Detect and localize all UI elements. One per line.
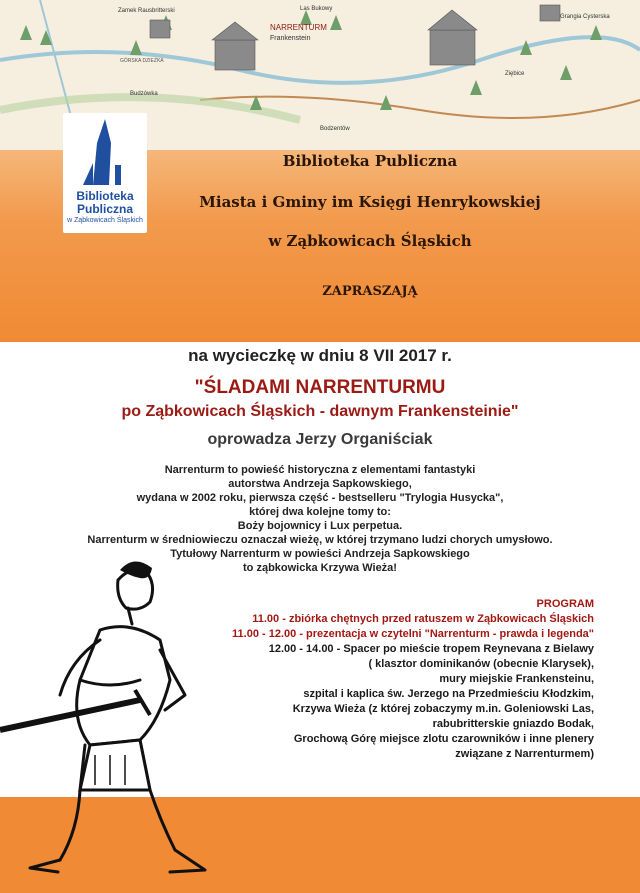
logo-line-1: Biblioteka: [76, 189, 134, 203]
library-name: Biblioteka Publiczna: [282, 152, 458, 170]
description-line: wydana w 2002 roku, pierwsza część - bestselleru "Trylogia Husycka",: [136, 492, 504, 504]
tower-icon: [63, 113, 147, 189]
map-label: NARRENTURM: [270, 23, 327, 32]
description-line: Tytułowy Narrenturm w powieści Andrzeja Sapkowskiego: [170, 548, 470, 560]
map-label: Ziębice: [505, 71, 525, 77]
program-line: mury miejskie Frankensteinu,: [439, 673, 594, 685]
program-line: związane z Narrenturmem): [455, 748, 594, 760]
program-title: PROGRAM: [536, 598, 594, 610]
map-label: GÓRSKA DZIEŻKA: [120, 58, 164, 64]
map-label: Budzówka: [130, 91, 158, 97]
knight-illustration: [0, 550, 210, 893]
library-logo: [63, 113, 147, 233]
event-subtitle: po Ząbkowicach Śląskich - dawnym Frankensteinie": [121, 403, 519, 420]
program-line: 11.00 - 12.00 - prezentacja w czytelni "Narrenturm - prawda i legenda": [232, 628, 594, 640]
description-line: której dwa kolejne tomy to:: [249, 506, 391, 518]
program-line: 11.00 - zbiórka chętnych przed ratuszem w Ząbkowicach Śląskich: [252, 613, 594, 625]
map-label: Bodzentów: [320, 126, 350, 132]
description-line: Narrenturm w średniowieczu oznaczał wieżę, w której trzymano ludzi chorych umysłowo.: [87, 534, 553, 546]
program-line: Krzywa Wieża (z której zobaczymy m.in. Goleniowski Las,: [292, 703, 594, 715]
program-line: 12.00 - 14.00 - Spacer po mieście tropem Reynevana z Bielawy: [268, 643, 594, 655]
map-label: Grangia Cysterska: [560, 14, 610, 20]
description-line: Narrenturm to powieść historyczna z elementami fantastyki: [164, 464, 476, 476]
map-label: Zamek Rausbritterski: [118, 8, 175, 14]
program-line: Grochową Górę miejsce zlotu czarowników i inne plenery: [293, 733, 594, 745]
program-line: ( klasztor dominikanów (obecnie Klarysek),: [368, 658, 594, 670]
header-banner: [0, 0, 640, 342]
map-label: Frankenstein: [270, 35, 311, 42]
map-label: Las Bukowy: [300, 6, 333, 12]
logo-line-3: w Ząbkowicach Śląskich: [67, 217, 143, 224]
logo-line-2: Publiczna: [76, 202, 133, 216]
event-date-line: na wycieczkę w dniu 8 VII 2017 r.: [188, 346, 452, 365]
library-name-line-2: Miasta i Gminy im Księgi Henrykowskiej: [199, 193, 541, 211]
library-location: w Ząbkowicach Śląskich: [268, 232, 472, 250]
description-line: Boży bojownicy i Lux perpetua.: [237, 520, 403, 532]
program-line: szpital i kaplica św. Jerzego na Przedmieściu Kłodzkim,: [303, 688, 594, 700]
invitation-text: ZAPRASZAJĄ: [322, 284, 418, 299]
event-guide: oprowadza Jerzy Organiściak: [207, 431, 433, 448]
description-line: to ząbkowicka Krzywa Wieża!: [243, 562, 397, 574]
description-line: autorstwa Andrzeja Sapkowskiego,: [228, 478, 412, 490]
event-title: "ŚLADAMI NARRENTURMU: [194, 377, 446, 398]
program-line: rabubritterskie gniazdo Bodak,: [432, 718, 594, 730]
